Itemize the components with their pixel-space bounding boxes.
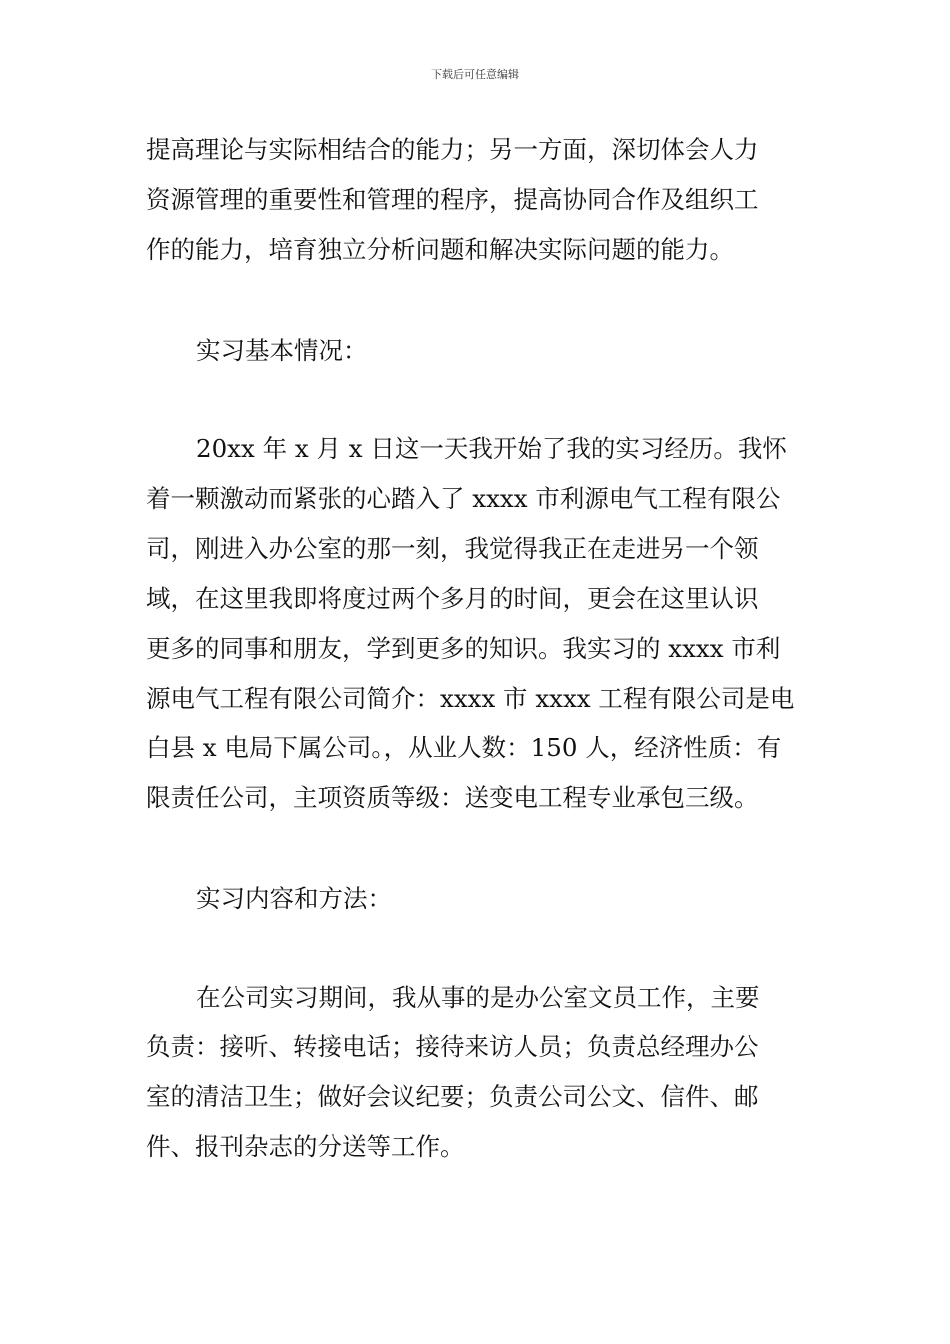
paragraph-line: 在公司实习期间，我从事的是办公室文员工作，主要 bbox=[196, 983, 760, 1012]
paragraph-line: 限责任公司，主项资质等级：送变电工程专业承包三级。 bbox=[146, 783, 759, 812]
paragraph-line: 件、报刊杂志的分送等工作。 bbox=[146, 1132, 465, 1161]
section-heading: 实习基本情况： bbox=[196, 336, 368, 365]
paragraph-line: 资源管理的重要性和管理的程序，提高协同合作及组织工 bbox=[146, 185, 759, 214]
paragraph-line: 更多的同事和朋友，学到更多的知识。我实习的 xxxx 市利 bbox=[146, 634, 781, 663]
paragraph-line: 作的能力，培育独立分析问题和解决实际问题的能力。 bbox=[146, 235, 734, 264]
paragraph-line: 室的清洁卫生；做好会议纪要；负责公司公文、信件、邮 bbox=[146, 1082, 759, 1111]
paragraph-line: 白县 x 电局下属公司。，从业人数：150 人，经济性质：有 bbox=[146, 733, 782, 762]
paragraph-line: 域，在这里我即将度过两个多月的时间，更会在这里认识 bbox=[146, 584, 759, 613]
section-heading: 实习内容和方法： bbox=[196, 884, 392, 913]
paragraph-line: 着一颗激动而紧张的心踏入了 xxxx 市利源电气工程有限公 bbox=[146, 484, 781, 513]
paragraph-line: 20xx 年 x 月 x 日这一天我开始了我的实习经历。我怀 bbox=[196, 434, 787, 463]
paragraph-line: 司，刚进入办公室的那一刻，我觉得我正在走进另一个领 bbox=[146, 534, 759, 563]
paragraph-line: 负责：接听、转接电话；接待来访人员；负责总经理办公 bbox=[146, 1032, 759, 1061]
page-header: 下载后可任意编辑 bbox=[431, 68, 519, 81]
paragraph-line: 提高理论与实际相结合的能力；另一方面，深切体会人力 bbox=[146, 135, 759, 164]
paragraph-line: 源电气工程有限公司简介：xxxx 市 xxxx 工程有限公司是电 bbox=[146, 684, 795, 713]
